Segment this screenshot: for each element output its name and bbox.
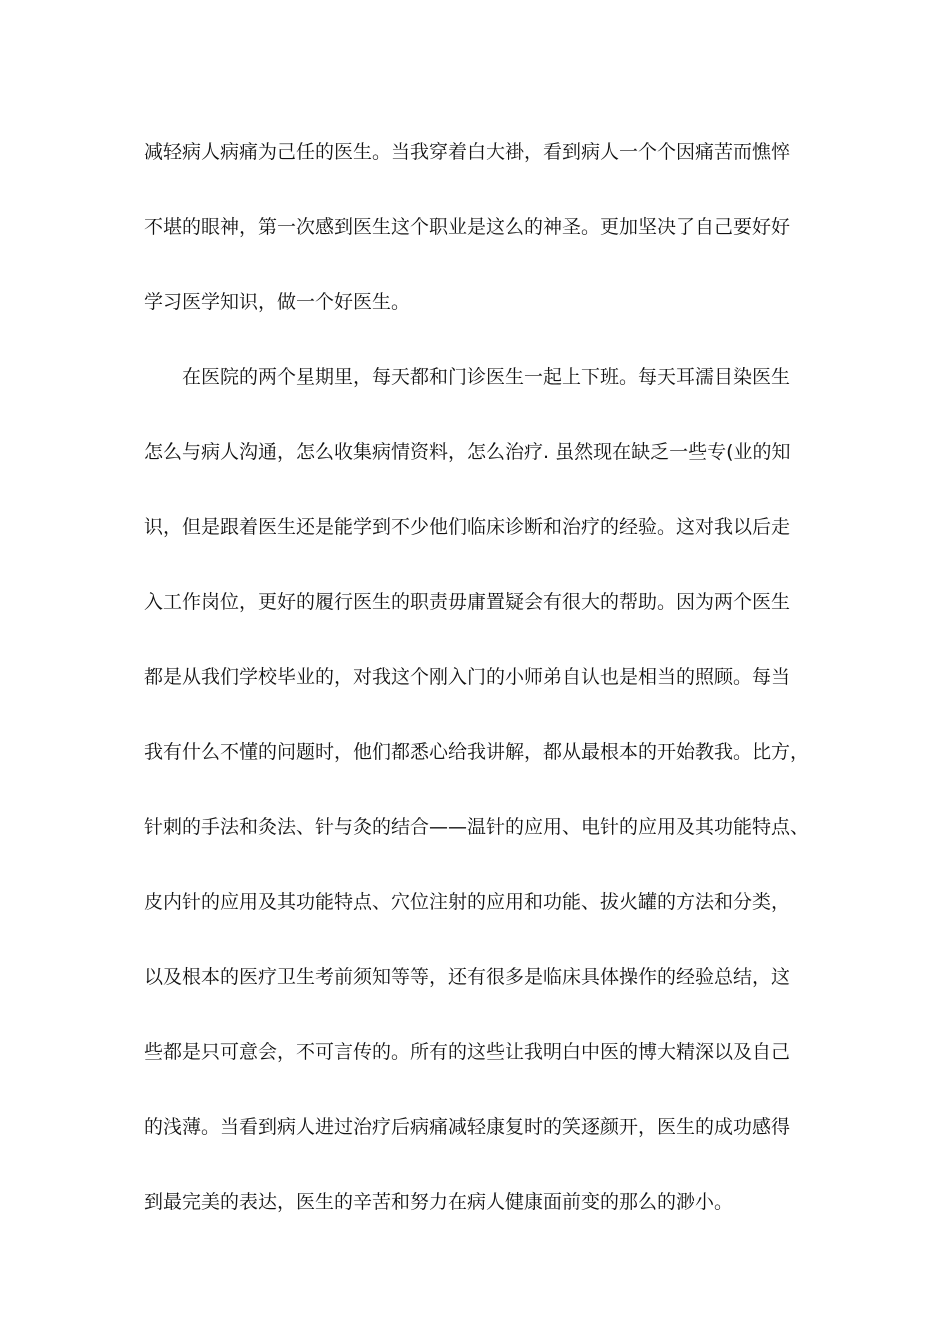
text-line-content: 到最完美的表达，医生的辛苦和努力在病人健康面前变的那么的渺小。 — [144, 1191, 734, 1213]
text-line — [144, 1034, 824, 1109]
text-line-content: 怎么与病人沟通，怎么收集病情资料，怎么治疗. 虽然现在缺乏一些专(业的知 — [144, 441, 791, 463]
text-line — [144, 434, 824, 509]
text-line-content: 不堪的眼神，第一次感到医生这个职业是这么的神圣。更加坚决了自己要好好 — [144, 216, 791, 238]
text-line-content: 针刺的手法和灸法、针与灸的结合——温针的应用、电针的应用及其功能特点、 — [144, 816, 810, 838]
text-line — [144, 809, 824, 884]
text-line-content: 我有什么不懂的问题时，他们都悉心给我讲解，都从最根本的开始教我。比方， — [144, 741, 810, 763]
text-line-content: 减轻病人病痛为己任的医生。当我穿着白大褂，看到病人一个个因痛苦而憔悴 — [144, 141, 791, 163]
text-line — [144, 359, 824, 434]
text-line — [144, 659, 824, 734]
text-line-content: 些都是只可意会，不可言传的。所有的这些让我明白中医的博大精深以及自己 — [144, 1041, 791, 1063]
text-line — [144, 134, 824, 209]
text-line — [144, 1109, 824, 1184]
text-line — [144, 1184, 824, 1259]
text-line-content: 识，但是跟着医生还是能学到不少他们临床诊断和治疗的经验。这对我以后走 — [144, 516, 791, 538]
text-line-content: 学习医学知识，做一个好医生。 — [144, 291, 411, 313]
text-line — [144, 884, 824, 959]
text-line — [144, 284, 824, 359]
text-line-content: 都是从我们学校毕业的，对我这个刚入门的小师弟自认也是相当的照顾。每当 — [144, 666, 791, 688]
text-line-content: 皮内针的应用及其功能特点、穴位注射的应用和功能、拔火罐的方法和分类， — [144, 891, 791, 913]
text-line-content: 入工作岗位，更好的履行医生的职责毋庸置疑会有很大的帮助。因为两个医生 — [144, 591, 791, 613]
text-line — [144, 509, 824, 584]
text-line — [144, 734, 824, 809]
text-line — [144, 584, 824, 659]
text-line-content: 在医院的两个星期里，每天都和门诊医生一起上下班。每天耳濡目染医生 — [182, 366, 791, 388]
text-line — [144, 959, 824, 1034]
body-text — [144, 134, 824, 1259]
text-line-content: 的浅薄。当看到病人进过治疗后病痛减轻康复时的笑逐颜开，医生的成功感得 — [144, 1116, 791, 1138]
text-line — [144, 209, 824, 284]
text-line-content: 以及根本的医疗卫生考前须知等等，还有很多是临床具体操作的经验总结，这 — [144, 966, 791, 988]
